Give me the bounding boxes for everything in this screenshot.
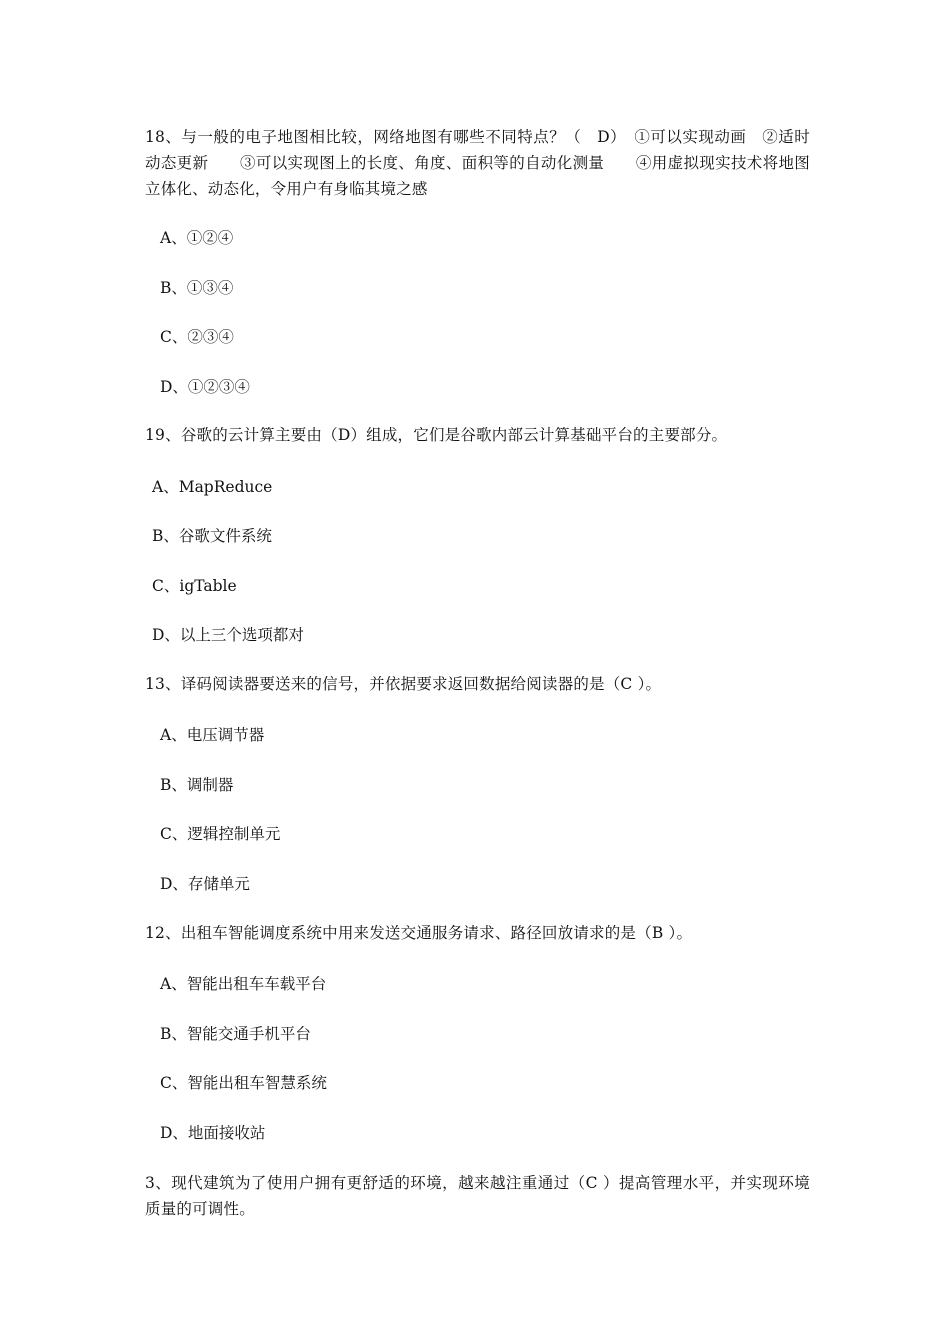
option-19-b: B、谷歌文件系统	[152, 527, 272, 545]
option-19-d: D、以上三个选项都对	[152, 626, 304, 644]
question-12: 12、出租车智能调度系统中用来发送交通服务请求、路径回放请求的是（B ）。	[145, 924, 693, 942]
question-18: 18、与一般的电子地图相比较，网络地图有哪些不同特点？（ D） ①可以实现动画 ②适时动态更新 ③可以实现图上的长度、角度、面积等的自动化测量 ④用虚拟现实技术将地图立体化、动态化，令用户有身临其境之感	[145, 128, 810, 198]
option-18-c: C、②③④	[160, 328, 234, 346]
option-12-d: D、地面接收站	[160, 1124, 266, 1142]
option-13-b: B、调制器	[160, 776, 234, 794]
option-13-c: C、逻辑控制单元	[160, 825, 281, 843]
question-3: 3、现代建筑为了使用户拥有更舒适的环境，越来越注重通过（C ）提高管理水平，并实现环境质量的可调性。	[145, 1174, 810, 1218]
option-12-c: C、智能出租车智慧系统	[160, 1074, 327, 1092]
option-13-d: D、存储单元	[160, 875, 250, 893]
option-18-a: A、①②④	[160, 229, 234, 247]
option-12-a: A、智能出租车车载平台	[160, 975, 327, 993]
option-18-d: D、①②③④	[160, 378, 250, 396]
question-19: 19、谷歌的云计算主要由（D）组成，它们是谷歌内部云计算基础平台的主要部分。	[145, 426, 728, 444]
option-19-c: C、igTable	[152, 577, 237, 595]
option-18-b: B、①③④	[160, 279, 234, 297]
option-13-a: A、电压调节器	[160, 726, 265, 744]
question-13: 13、译码阅读器要送来的信号，并依据要求返回数据给阅读器的是（C ）。	[145, 675, 662, 693]
option-19-a: A、MapReduce	[152, 478, 273, 496]
option-12-b: B、智能交通手机平台	[160, 1025, 311, 1043]
